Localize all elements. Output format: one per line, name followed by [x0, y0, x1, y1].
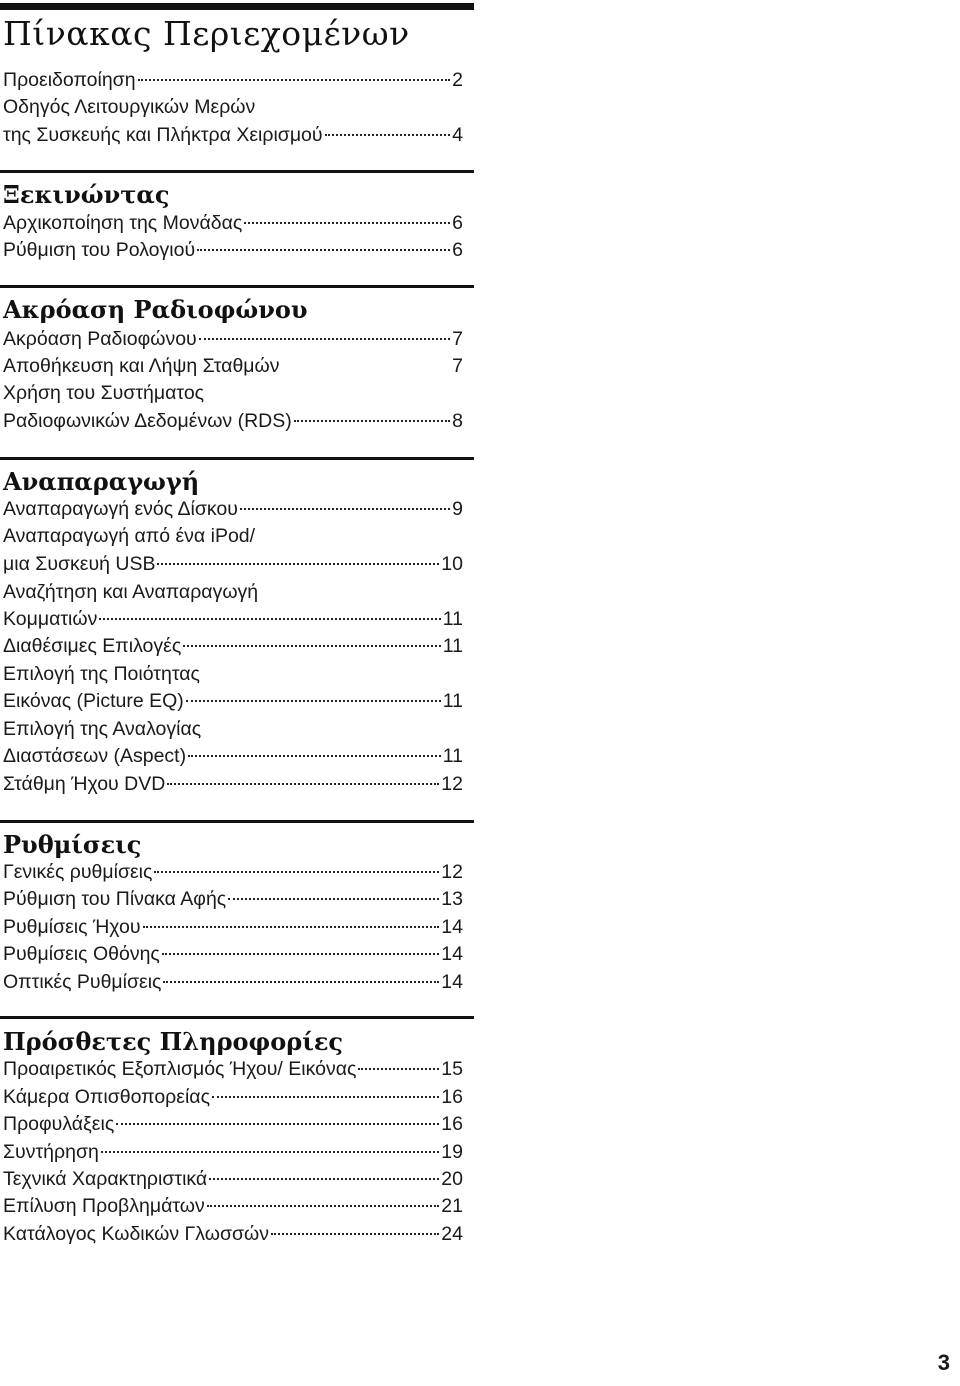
toc-entry: Διαθέσιμες Επιλογές 11 [3, 635, 463, 657]
toc-entry: Προφυλάξεις 16 [3, 1113, 463, 1135]
section-rule [0, 457, 474, 460]
toc-entry: Επιλογή της Αναλογίας [3, 718, 202, 740]
toc-entry: Διαστάσεων (Aspect) 11 [3, 745, 463, 767]
toc-entry: Οπτικές Ρυθμίσεις 14 [3, 971, 463, 993]
toc-entry: Χρήση του Συστήματος [3, 382, 205, 404]
toc-entry: Αναζήτηση και Αναπαραγωγή [3, 581, 259, 603]
page-title: Πίνακας Περιεχομένων [3, 14, 410, 53]
toc-entry: Ρυθμίσεις Οθόνης 14 [3, 943, 463, 965]
toc-entry: Κάμερα Οπισθοπορείας 16 [3, 1086, 463, 1108]
section-heading: Ρυθμίσεις [3, 830, 142, 859]
section-heading: Ακρόαση Ραδιοφώνου [3, 295, 308, 324]
toc-entry: Ακρόαση Ραδιοφώνου 7 [3, 328, 463, 350]
toc-entry: Συντήρηση 19 [3, 1141, 463, 1163]
toc-entry: Προειδοποίηση 2 [3, 69, 463, 91]
section-rule [0, 170, 474, 173]
toc-entry: Επιλογή της Ποιότητας [3, 663, 200, 685]
toc-entry: Στάθμη Ήχου DVD 12 [3, 773, 463, 795]
toc-entry: Αποθήκευση και Λήψη Σταθμών 7 [3, 355, 463, 377]
toc-entry: Επίλυση Προβλημάτων 21 [3, 1195, 463, 1217]
toc-entry: Κομματιών 11 [3, 608, 463, 630]
section-rule [0, 285, 474, 288]
toc-entry: μια Συσκευή USB 10 [3, 553, 463, 575]
toc-entry: Εικόνας (Picture EQ) 11 [3, 690, 463, 712]
toc-entry: Αρχικοποίηση της Μονάδας 6 [3, 212, 463, 234]
toc-entry: Κατάλογος Κωδικών Γλωσσών 24 [3, 1223, 463, 1245]
toc-entry: Αναπαραγωγή ενός Δίσκου 9 [3, 498, 463, 520]
page-number: 3 [937, 1350, 950, 1375]
toc-entry: Ρύθμιση του Ρολογιού 6 [3, 239, 463, 261]
toc-entry: Τεχνικά Χαρακτηριστικά 20 [3, 1168, 463, 1190]
toc-entry: Οδηγός Λειτουργικών Μερών [3, 96, 256, 118]
section-heading: Ξεκινώντας [3, 180, 170, 209]
toc-entry: Προαιρετικός Εξοπλισμός Ήχου/ Εικόνας 15 [3, 1058, 463, 1080]
toc-entry: Αναπαραγωγή από ένα iPod/ [3, 525, 256, 547]
toc-entry: της Συσκευής και Πλήκτρα Χειρισμού 4 [3, 124, 463, 146]
section-rule [0, 820, 474, 823]
section-rule [0, 1016, 474, 1019]
toc-entry: Ραδιοφωνικών Δεδομένων (RDS) 8 [3, 410, 463, 432]
section-heading: Αναπαραγωγή [3, 467, 200, 496]
toc-entry: Γενικές ρυθμίσεις 12 [3, 861, 463, 883]
section-heading: Πρόσθετες Πληροφορίες [3, 1027, 344, 1056]
toc-entry: Ρύθμιση του Πίνακα Αφής 13 [3, 888, 463, 910]
title-rule [0, 3, 474, 10]
toc-entry: Ρυθμίσεις Ήχου 14 [3, 916, 463, 938]
